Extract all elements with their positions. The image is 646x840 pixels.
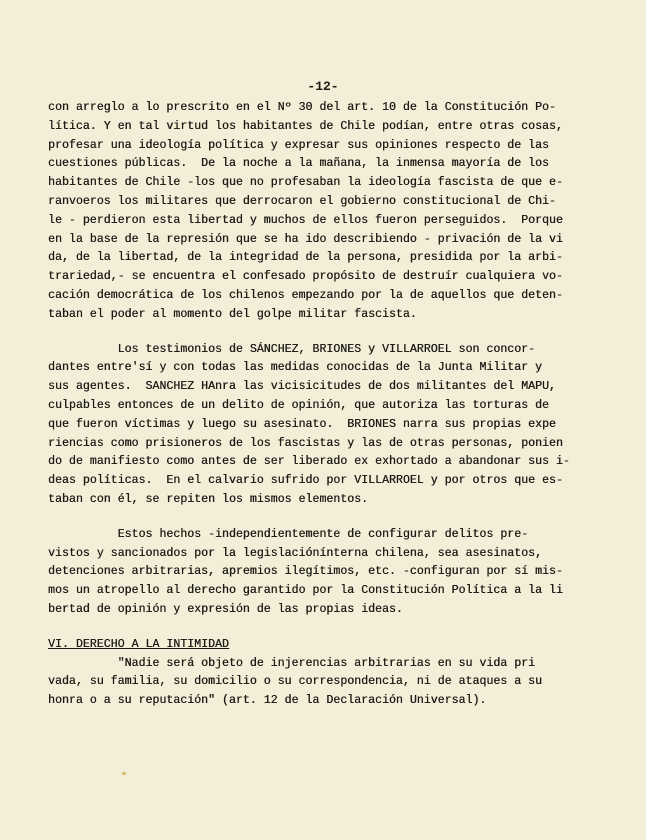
- text-line: cación democrática de los chilenos empezando por la de aquellos que deten-: [48, 288, 563, 302]
- text-line: que fueron víctimas y luego su asesinato. BRIONES narra sus propias expe: [48, 417, 556, 431]
- quote-line: honra o a su reputación" (art. 12 de la Declaración Universal).: [48, 694, 487, 708]
- paragraph-3: [48, 526, 618, 620]
- text-line: taban el poder al momento del golpe militar fascista.: [48, 307, 417, 321]
- paragraph-gap: [48, 620, 618, 636]
- text-line: detenciones arbitrarias, apremios ilegítimos, etc. -configuran por sí mis-: [48, 565, 563, 579]
- page-number: -12-: [307, 79, 339, 94]
- document-body: [48, 99, 618, 711]
- text-line: con arreglo a lo prescrito en el Nº 30 del art. 10 de la Constitución Po-: [48, 101, 556, 114]
- paper-stain: [122, 772, 126, 775]
- text-line: cuestiones públicas. De la noche a la mañana, la inmensa mayoría de los: [48, 157, 549, 171]
- paragraph-1: [48, 99, 618, 325]
- quote-line: vada, su familia, su domicilio o su correspondencia, ni de ataques a su: [48, 675, 542, 689]
- text-line: le - perdieron esta libertad y muchos de ellos fueron perseguidos. Porque: [48, 213, 563, 227]
- text-line: en la base de la represión que se ha ido describiendo - privación de la vi: [48, 232, 563, 246]
- text-line: mos un atropello al derecho garantido por la Constitución Política a la li: [48, 584, 563, 598]
- text-line: sus agentes. SANCHEZ HAnra las vicisicitudes de dos militantes del MAPU,: [48, 380, 556, 394]
- text-line: riencias como prisioneros de los fascistas y las de otras personas, ponien: [48, 436, 563, 450]
- text-line: trariedad,- se encuentra el confesado propósito de destruír cualquiera vo-: [48, 270, 563, 284]
- text-line: da, de la libertad, de la integridad de la persona, presidida por la arbi-: [48, 251, 563, 265]
- text-line: do de manifiesto como antes de ser liberado ex exhortado a abandonar sus i-: [48, 455, 570, 469]
- paragraph-gap: [48, 510, 618, 526]
- text-line: Estos hechos -independientemente de configurar delitos pre-: [48, 527, 529, 541]
- quote-block: [48, 655, 618, 711]
- text-line: vistos y sancionados por la legislaciónínterna chilena, sea asesinatos,: [48, 546, 542, 560]
- text-line: culpables entonces de un delito de opinión, que autoriza las torturas de: [48, 398, 549, 412]
- paragraph-gap: [48, 325, 618, 341]
- section-heading: VI. DERECHO A LA INTIMIDAD: [48, 637, 229, 651]
- text-line: bertad de opinión y expresión de las propias ideas.: [48, 602, 403, 616]
- text-line: Los testimonios de SÁNCHEZ, BRIONES y VILLARROEL son concor-: [48, 342, 536, 356]
- text-line: lítica. Y en tal virtud los habitantes de Chile podían, entre otras cosas,: [48, 119, 563, 133]
- text-line: habitantes de Chile -los que no profesaban la ideología fascista de que e-: [48, 176, 563, 190]
- text-line: ranvoeros los militares que derrocaron el gobierno constitucional de Chi-: [48, 194, 556, 208]
- text-line: dantes entre'sí y con todas las medidas conocidas de la Junta Militar y: [48, 361, 542, 375]
- text-line: deas políticas. En el calvario sufrido por VILLARROEL y por otros que es-: [48, 474, 563, 488]
- text-line: profesar una ideología política y expresar sus opiniones respecto de las: [48, 138, 549, 152]
- quote-line: "Nadie será objeto de injerencias arbitrarias en su vida pri: [48, 656, 536, 670]
- paragraph-2: [48, 341, 618, 510]
- text-line: taban con él, se repiten los mismos elementos.: [48, 492, 369, 506]
